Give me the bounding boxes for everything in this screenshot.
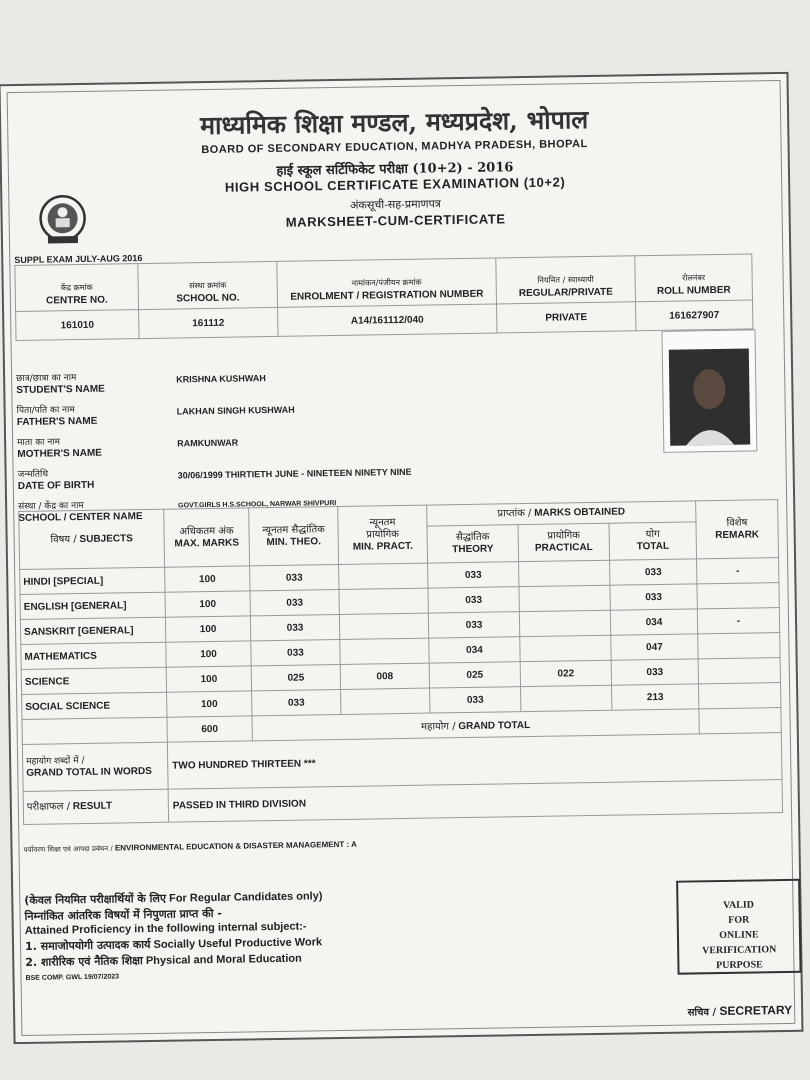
exam-name-english: HIGH SCHOOL CERTIFICATE EXAMINATION (10+2) [224, 174, 566, 195]
secretary-signature: सचिव / SECRETARY [687, 1002, 793, 1019]
doc-type-hindi: अंकसूची-सह-प्रमाणपत्र [349, 197, 441, 212]
roll-number-header: रोलनंबर ROLL NUMBER [635, 254, 753, 302]
student-photo [661, 329, 757, 452]
marks-obtained-header: प्राप्तांक / MARKS OBTAINED [427, 501, 696, 526]
dob-value: 30/06/1999 THIRTIETH JUNE - NINETEEN NINETY NINE [177, 466, 412, 481]
board-name-english: BOARD OF SECONDARY EDUCATION, MADHYA PRADESH, BHOPAL [201, 138, 588, 157]
theory-header: सैद्धांतिक THEORY [427, 525, 519, 563]
grand-total-words-row: महायोग शब्दों में / GRAND TOTAL IN WORDS TWO HUNDRED THIRTEEN *** [22, 733, 782, 792]
marks-table [18, 499, 783, 825]
doc-type-english: MARKSHEET-CUM-CERTIFICATE [285, 211, 506, 230]
table-row: MATHEMATICS 100 033 034 047 [21, 633, 780, 670]
total-header: योग TOTAL [609, 522, 697, 560]
school-header: संस्था क्रमांक SCHOOL NO. [138, 261, 278, 309]
remark-header: विशेष REMARK [696, 500, 779, 559]
roll-number-value: 161627907 [636, 300, 753, 331]
suppl-exam-label: SUPPL EXAM JULY-AUG 2016 [14, 253, 143, 266]
father-name-value: LAKHAN SINGH KUSHWAH [176, 404, 295, 417]
student-name-row: छात्र/छात्रा का नाम STUDENT'S NAME KRISHNA KUSHWAH [16, 373, 266, 397]
regular-private-value: PRIVATE [497, 302, 636, 333]
regular-candidates-note: (केवल नियमित परीक्षार्थियों के लिए For Regular Candidates only) निम्नांकित आंतरिक विषयों में निपुणता प्राप्त की - Attained Proficiency in the following internal subject:- 1. समाजोपयोगी उत्पादक कार्य Socially Useful Productive Work 2. शारीरिक एवं नैतिक शिक्षा Physical and Moral Education BSE COMP. GWL 19/07/2023 [24, 885, 545, 986]
max-total-value: 600 [167, 716, 252, 742]
student-name-value: KRISHNA KUSHWAH [176, 373, 266, 385]
dob-row: जन्मतिथि DATE OF BIRTH 30/06/1999 THIRTIETH JUNE - NINETEEN NINETY NINE [17, 466, 412, 493]
result-value: PASSED IN THIRD DIVISION [168, 780, 782, 823]
centre-header: केंद्र क्रमांक CENTRE NO. [15, 264, 139, 312]
table-row: SANSKRIT [GENERAL] 100 033 033 034 - [20, 608, 779, 645]
result-row: परीक्षाफल / RESULT PASSED IN THIRD DIVISION [23, 780, 782, 825]
sheet-border [7, 80, 796, 1036]
centre-value: 161010 [16, 310, 139, 341]
school-name-row: संस्था / केंद्र का नाम SCHOOL / CENTER NAME GOVT.GIRLS H.S.SCHOOL, NARWAR SHIVPURI [18, 500, 337, 525]
father-name-row: पिता/पति का नाम FATHER'S NAME LAKHAN SINGH KUSHWAH [16, 404, 295, 429]
min-theory-header: न्यूनतम सैद्धांतिक MIN. THEO. [249, 506, 339, 565]
subject-header: विषय / SUBJECTS [19, 509, 165, 569]
table-row: SOCIAL SCIENCE 100 033 033 213 [22, 683, 781, 720]
id-table [14, 253, 753, 341]
max-marks-header: अधिकतम अंक MAX. MARKS [164, 508, 250, 567]
grand-total-label: महायोग / GRAND TOTAL [252, 709, 699, 741]
enrolment-value: A14/161112/040 [278, 304, 497, 336]
env-education-line: पर्यावरण शिक्षा एवं आपदा प्रबंधन / ENVIRONMENTAL EDUCATION & DISASTER MANAGEMENT : A [23, 839, 357, 854]
table-row: SCIENCE 100 025 008 025 022 033 [21, 658, 780, 695]
regular-private-header: नियमित / स्वाध्यायी REGULAR/PRIVATE [496, 256, 636, 304]
school-value: 161112 [139, 307, 278, 338]
enrolment-header: नामांकन/पंजीयन क्रमांक ENROLMENT / REGISTRATION NUMBER [277, 258, 497, 307]
mother-name-value: RAMKUNWAR [177, 437, 239, 449]
student-photo-icon [662, 330, 756, 451]
board-emblem-icon [33, 192, 92, 247]
marksheet [0, 72, 803, 1044]
min-practical-header: न्यूनतम प्रायोगिक MIN. PRACT. [338, 505, 428, 564]
practical-header: प्रायोगिक PRACTICAL [518, 523, 610, 561]
board-name-hindi: माध्यमिक शिक्षा मण्डल, मध्यप्रदेश, भोपाल [199, 105, 589, 141]
school-name-value: GOVT.GIRLS H.S.SCHOOL, NARWAR SHIVPURI [178, 500, 337, 510]
online-verification-box: VALID FOR ONLINE VERIFICATION PURPOSE [676, 879, 801, 975]
grand-total-words-value: TWO HUNDRED THIRTEEN *** [167, 733, 782, 790]
mother-name-row: माता का नाम MOTHER'S NAME RAMKUNWAR [17, 437, 239, 461]
table-row: HINDI [SPECIAL] 100 033 033 033 - [20, 558, 779, 595]
exam-name-hindi: हाई स्कूल सर्टिफिकेट परीक्षा (10+2) - 2016 [276, 160, 514, 179]
comp-stamp: BSE COMP. GWL 19/07/2023 [25, 973, 120, 982]
table-row: ENGLISH [GENERAL] 100 033 033 033 [20, 583, 779, 620]
